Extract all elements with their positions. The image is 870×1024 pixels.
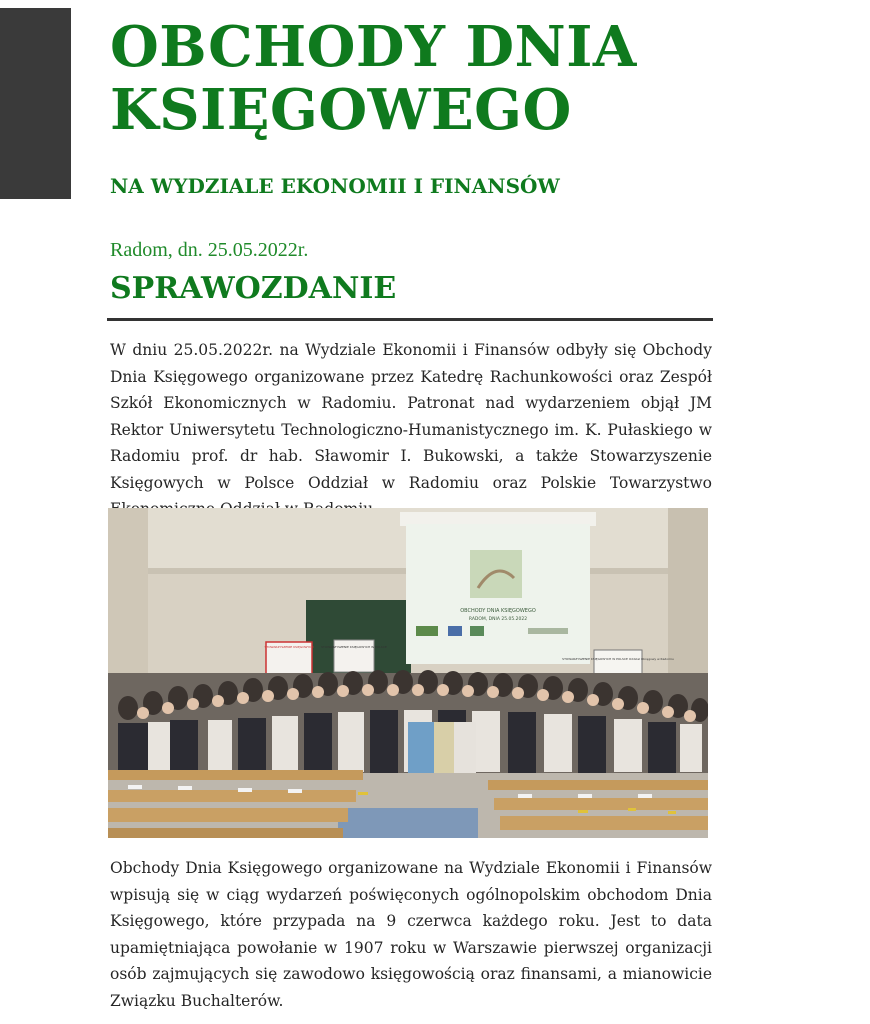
screen-text-date: RADOM, DNIA 25.05.2022 (468, 617, 528, 622)
section-title: SPRAWOZDANIE (110, 271, 397, 306)
banner-left-text: STOWARZYSZENIE KSIĘGOWYCH (264, 645, 314, 649)
group-photo (108, 508, 708, 838)
banner-mid-text: STOWARZYSZENIE KSIĘGOWYCH W POLSCE (321, 645, 387, 649)
paragraph-context: Obchody Dnia Księgowego organizowane na Wydziale Ekonomii i Finansów wpisują się w ciąg wydarzeń poświęconych ogólnopolskim obchodom Dnia Księgowego, które przypada na 9 czerwca każdego roku. Jest to data upamiętniająca powołanie w 1907 roku w Warszawie pierwszej organizacji osób zajmujących się zawodowo księgowością oraz finansami, a mianowicie Związku Buchalterów. (110, 859, 712, 1010)
page-title (110, 16, 637, 142)
side-decor-bar (0, 8, 71, 199)
page-title-line1: OBCHODY DNIA (110, 14, 637, 80)
paragraph-intro: W dniu 25.05.2022r. na Wydziale Ekonomii i Finansów odbyły się Obchody Dnia Księgowego organizowane przez Katedrę Rachunkowości oraz Zespół Szkół Ekonomicznych w Radomiu. Patronat nad wydarzeniem objął JM Rektor Uniwersytetu Technologiczno-Humanistycznego im. K. Pułaskiego w Radomiu prof. dr hab. Sławomir I. Bukowski, a także Stowarzyszenie Księgowych w Polsce Oddział w Radomiu oraz Polskie Towarzystwo (110, 341, 712, 492)
section-divider (107, 318, 713, 321)
page-subtitle: NA WYDZIALE EKONOMII I FINANSÓW (110, 174, 560, 198)
page-title-line2: KSIĘGOWEGO (110, 77, 572, 143)
document-date: Radom, dn. 25.05.2022r. (110, 239, 309, 261)
screen-text-title: OBCHODY DNIA KSIĘGOWEGO (460, 608, 536, 614)
banner-right-text: STOWARZYSZENIE KSIĘGOWYCH W POLSCE Oddział Okręgowy w Radomiu (562, 657, 674, 661)
